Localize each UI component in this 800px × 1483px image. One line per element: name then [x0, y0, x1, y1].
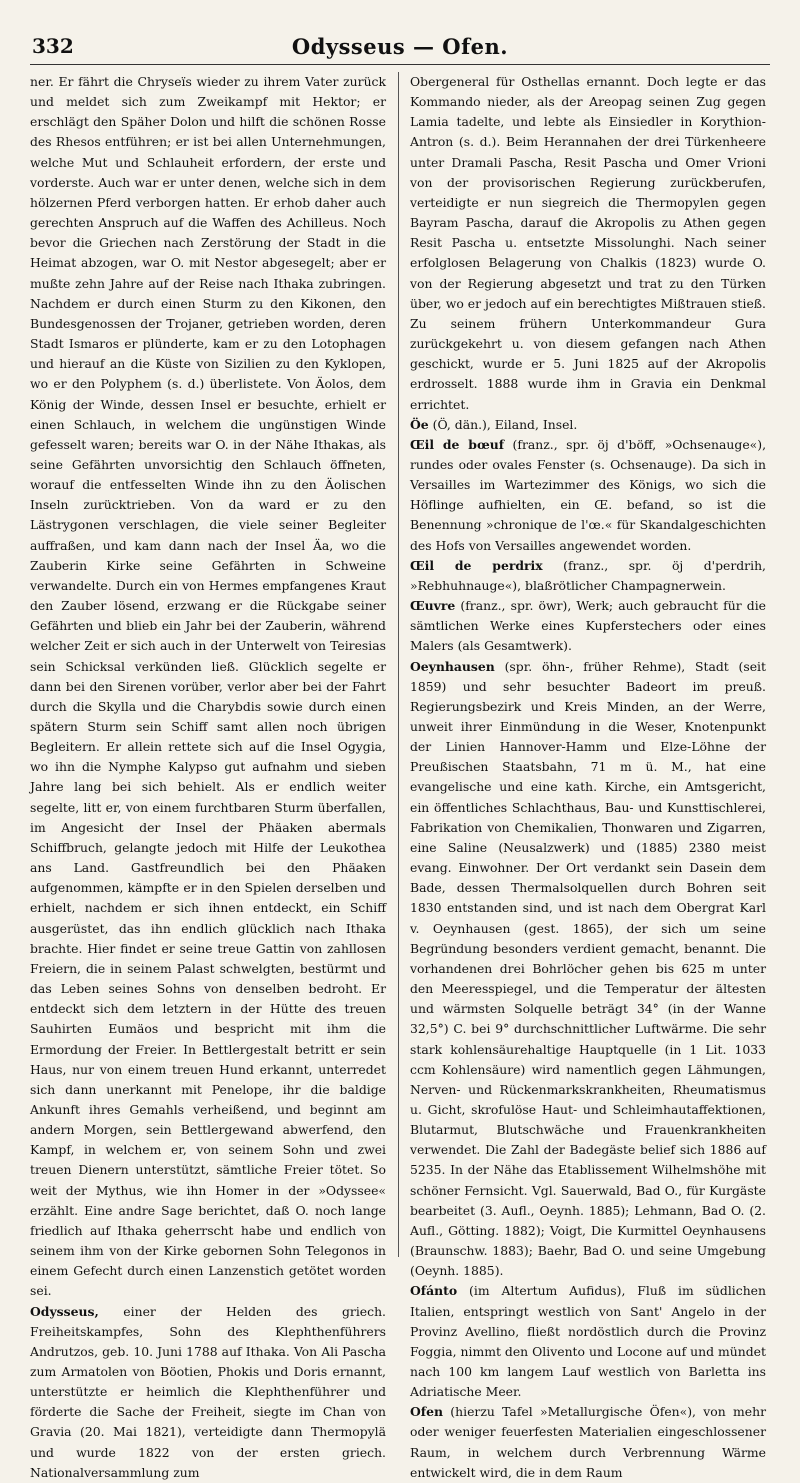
entry-text-oeil-de-perdrix: (franz., spr. öj d'perdrih, »Rebhuhnauge«), blaßrötlicher Champagnerwein.	[410, 557, 766, 593]
page-header	[30, 34, 770, 65]
odysseus-myth-entry-continuation: ner. Er fährt die Chryseïs wieder zu ihrem Vater zurück und meldet sich zum Zweikampf mit Hektor; er erschlägt den Späher Dolon und hilft die schönen Rosse des Rhesos entführen; er ist bei allen Unternehmungen, welche Mut und Schlauheit erfordern, der erste und vorderste. Auch war er unter denen, welche sich in dem hölzernen Pferd verborgen hatten. Er erhob daher auch gerechten Anspruch auf die Waffen des Achilleus. Noch bevor die Griechen nach Zerstörung der Stadt in die Heimat abzogen, war O. mit Nestor abgesegelt; aber er mußte zehn Jahre auf der Reise nach Ithaka zubringen. Nachdem er durch einen Sturm zu den Kikonen, den Bundesgenossen der Trojaner, getrieben worden, deren Stadt Ismaros er plünderte, kam er zu den Lotophagen und hierauf an die Küste von Sizilien zu den Kyklopen, wo er den Polyphem (s. d.) überlistete. Von Äolos, dem König der Winde, dessen Insel er besuchte, erhielt er einen Schlauch, in welchem die ungünstigen Winde gefesselt waren; bereits war O. in der Nähe Ithakas, als seine Gefährten unvorsichtig den Schlauch öffneten, worauf die entfesselten Winde ihn zu den Äolischen Inseln zurücktrieben. Von da ward er zu den Lästrygonen verschlagen, die viele seiner Begleiter auffraßen, und kam dann nach der Insel Äa, wo die Zauberin Kirke seine Gefährten in Schweine verwandelte. Durch ein von Hermes empfangenes Kraut den Zauber lösend, erzwang er die Rückgabe seiner Gefährten und blieb ein Jahr bei der Zauberin, während welcher Zeit er sich auch in der Unterwelt von Teiresias sein Schicksal verkünden ließ. Glücklich segelte er dann bei den Sirenen vorüber, verlor aber bei der Fahrt durch die Skylla und die Charybdis sowie durch einen spätern Sturm sein Schiff samt allen noch übrigen Begleitern. Er allein rettete sich auf die Insel Ogygia, wo ihn die Nymphe Kalypso gut aufnahm und sieben Jahre lang bei sich behielt. Als er endlich weiter segelte, litt er, von einem furchtbaren Sturm überfallen, im Angesicht der Insel der Phäaken abermals Schiffbruch, gelangte jedoch mit Hilfe der Leukothea ans Land. Gastfreundlich bei den Phäaken aufgenommen, kämpfte er in den Spielen derselben und erhielt, nachdem er sich ihnen entdeckt, ein Schiff ausgerüstet, das ihn endlich glücklich nach Ithaka brachte. Hier findet er seine treue Gattin von zahllosen Freiern, die in seinem Palast schwelgten, bestürmt und das Leben seines Sohns von denselben bedroht. Er entdeckt sich dem letztern in der Hütte des treuen Sauhirten Eumäos und bespricht mit ihm die Ermordung der Freier. In Bettlergestalt betritt er sein Haus, nur von einem treuen Hund erkannt, unterredet sich dann unerkannt mit Penelope, ihr die baldige Ankunft ihres Gemahls verheißend, und beginnt am andern Morgen, sein Bettlergewand abwerfend, den Kampf, in welchem er, von seinem Sohn und zwei treuen Dienern unterstützt, sämtliche Freier tötet. So weit der Mythus, wie ihn Homer in der »Odyssee« erzählt. Eine andre Sage berichtet, daß O. noch lange friedlich auf Ithaka geherrscht habe und endlich von seinem ihm von der Kirke gebornen Sohn Telegonos in einem Gefecht durch einen Lanzenstich getötet worden sei.	[30, 74, 386, 1299]
entry-text-ofen: (hierzu Tafel »Metallurgische Öfen«), von mehr oder weniger feuerfesten Materialien eingeschlossener Raum, in welchem durch Verbrennung Wärme entwickelt wird, die in dem Raum	[410, 1404, 766, 1480]
right-column	[410, 72, 767, 1480]
page-number: 332	[32, 34, 74, 58]
entry-oeil-de-perdrix	[410, 556, 766, 596]
entry-text-oeynhausen: (spr. öhn-, früher Rehme), Stadt (seit 1859) und sehr besuchter Badeort im preuß. Regierungsbezirk und Kreis Minden, an der Werre, unweit ihrer Einmündung in die Weser, Knotenpunkt der Linien Hannover-Hamm und Elze-Löhne der Preußischen Staatsbahn, 71 m ü. M., hat eine evangelische und eine kath. Kirche, ein Amtsgericht, ein öffentliches Schlachthaus, Bau- und Kunsttischlerei, Fabrikation von Chemikalien, Thonwaren und Zigarren, eine Saline (Neusalzwerk) und (1885) 2380 meist evang. Einwohner. Der Ort verdankt sein Dasein dem Bade, dessen Thermalsolquellen durch Bohren seit 1830 entstanden sind, und ist nach dem Obergrat Karl v. Oeynhausen (gest. 1865), der sich um seine Begründung besonders verdient gemacht, benannt. Die vorhandenen drei Bohrlöcher gehen bis 625 m unter den Meeresspiegel, und die Temperatur der ältesten und wärmsten Solquelle beträgt 34° (in der Wanne 32,5°) C. bei 9° durchschnittlicher Luftwärme. Die sehr stark kohlensäurehaltige Hauptquelle (in 1 Lit. 1033 ccm Kohlensäure) wird namentlich gegen Lähmungen, Nerven- und Rückenmarkskrankheiten, Rheumatismus u. Gicht, skrofulöse Haut- und Schleimhautaffektionen, Blutarmut, Blutschwäche und Frauenkrankheiten verwendet. Die Zahl der Badegäste belief sich 1886 auf 5235. In der Nähe das Etablissement Wilhelmshöhe mit schöner Fernsicht. Vgl. Sauerwald, Bad O., für Kurgäste bearbeitet (3. Aufl., Oeynh. 1885); Lehmann, Bad O. (2. Aufl., Götting. 1882); Voigt, Die Kurmittel Oeynhausens (Braunschw. 1883); Baehr, Bad O. und seine Umgebung (Oeynh. 1885).	[410, 658, 766, 1279]
entry-oeynhausen	[410, 657, 766, 1282]
entry-odysseus-hero	[30, 1302, 386, 1483]
headword-oeil-de-boeuf: Œil de bœuf	[410, 436, 505, 452]
headword-ofen: Ofen	[410, 1404, 444, 1420]
entry-text-odysseus: einer der Helden des griech. Freiheitskampfes, Sohn des Klephthenführers Andrutzos, geb. 10. Juni 1788 auf Ithaka. Von Ali Pascha zum Armatolen von Böotien, Phokis und Doris ernannt, unterstützte er heimlich die Klephthenführer und förderte die Sache der Freiheit, siegte im Chan von Gravia (20. Mai 1821), verteidigte dann Thermopylä und wurde 1822 von der ersten griech. Nationalversammlung zum	[30, 1303, 386, 1480]
odysseus-entry-continuation: Obergeneral für Osthellas ernannt. Doch legte er das Kommando nieder, als der Areopag seinen Zug gegen Lamia tadelte, und lebte als Einsiedler in Korythion-Antron (s. d.). Beim Herannahen der drei Türkenheere unter Dramali Pascha, Resit Pascha und Omer Vrioni von der provisorischen Regierung zurückberufen, verteidigte er nun siegreich die Thermopylen gegen Bayram Pascha, darauf die Akropolis zu Athen gegen Resit Pascha u. entsetzte Missolunghi. Nach seiner erfolglosen Belagerung von Chalkis (1823) wurde O. von der Regierung abgesetzt und trat zu den Türken über, wo er jedoch auf ein berechtigtes Mißtrauen stieß. Zu seinem frühern Unterkommandeur Gura zurückgekehrt u. von diesem gefangen nach Athen geschickt, wurde er 5. Juni 1825 auf der Akropolis erdrosselt. 1888 wurde ihm in Gravia ein Denkmal errichtet.	[410, 74, 766, 412]
entry-text-oeuvre: (franz., spr. öwr), Werk; auch gebraucht für die sämtlichen Werke eines Kupferstechers oder eines Malers (als Gesamtwerk).	[410, 598, 766, 654]
entry-text-oeil-de-boeuf: (franz., spr. öj d'böff, »Ochsenauge«), rundes oder ovales Fenster (s. Ochsenauge). Da sich in Versailles im Wartezimmer des Königs, wo sich die Höflinge aufhielten, ein Œ. befand, so ist die Benennung »chronique de l'œ.« für Skandalgeschichten des Hofs von Versailles angewendet worden.	[410, 436, 767, 553]
entry-text-ofanto: (im Altertum Aufidus), Fluß im südlichen Italien, entspringt westlich von Sant' Angelo in der Provinz Avellino, fließt nordöstlich durch die Provinz Foggia, nimmt den Olivento und Locone auf und mündet nach 100 km langem Lauf westlich von Barletta ins Adriatische Meer.	[410, 1283, 766, 1400]
column-divider	[398, 72, 399, 1257]
entry-ofen	[410, 1402, 766, 1483]
headword-odysseus: Odysseus,	[30, 1303, 99, 1319]
entry-oe	[410, 415, 766, 435]
headword-oeil-de-perdrix: Œil de perdrix	[410, 557, 543, 573]
entry-ofanto	[410, 1281, 766, 1402]
entry-oeuvre	[410, 596, 766, 656]
entry-text-oe: (Ö, dän.), Eiland, Insel.	[428, 416, 578, 432]
left-column	[30, 72, 386, 1480]
headword-oeynhausen: Oeynhausen	[410, 658, 495, 674]
headword-oe: Öe	[410, 416, 429, 432]
headword-ofanto: Ofánto	[410, 1283, 458, 1299]
headword-oeuvre: Œuvre	[410, 598, 456, 614]
running-title: Odysseus — Ofen.	[291, 34, 509, 59]
entry-oeil-de-boeuf	[410, 435, 766, 556]
